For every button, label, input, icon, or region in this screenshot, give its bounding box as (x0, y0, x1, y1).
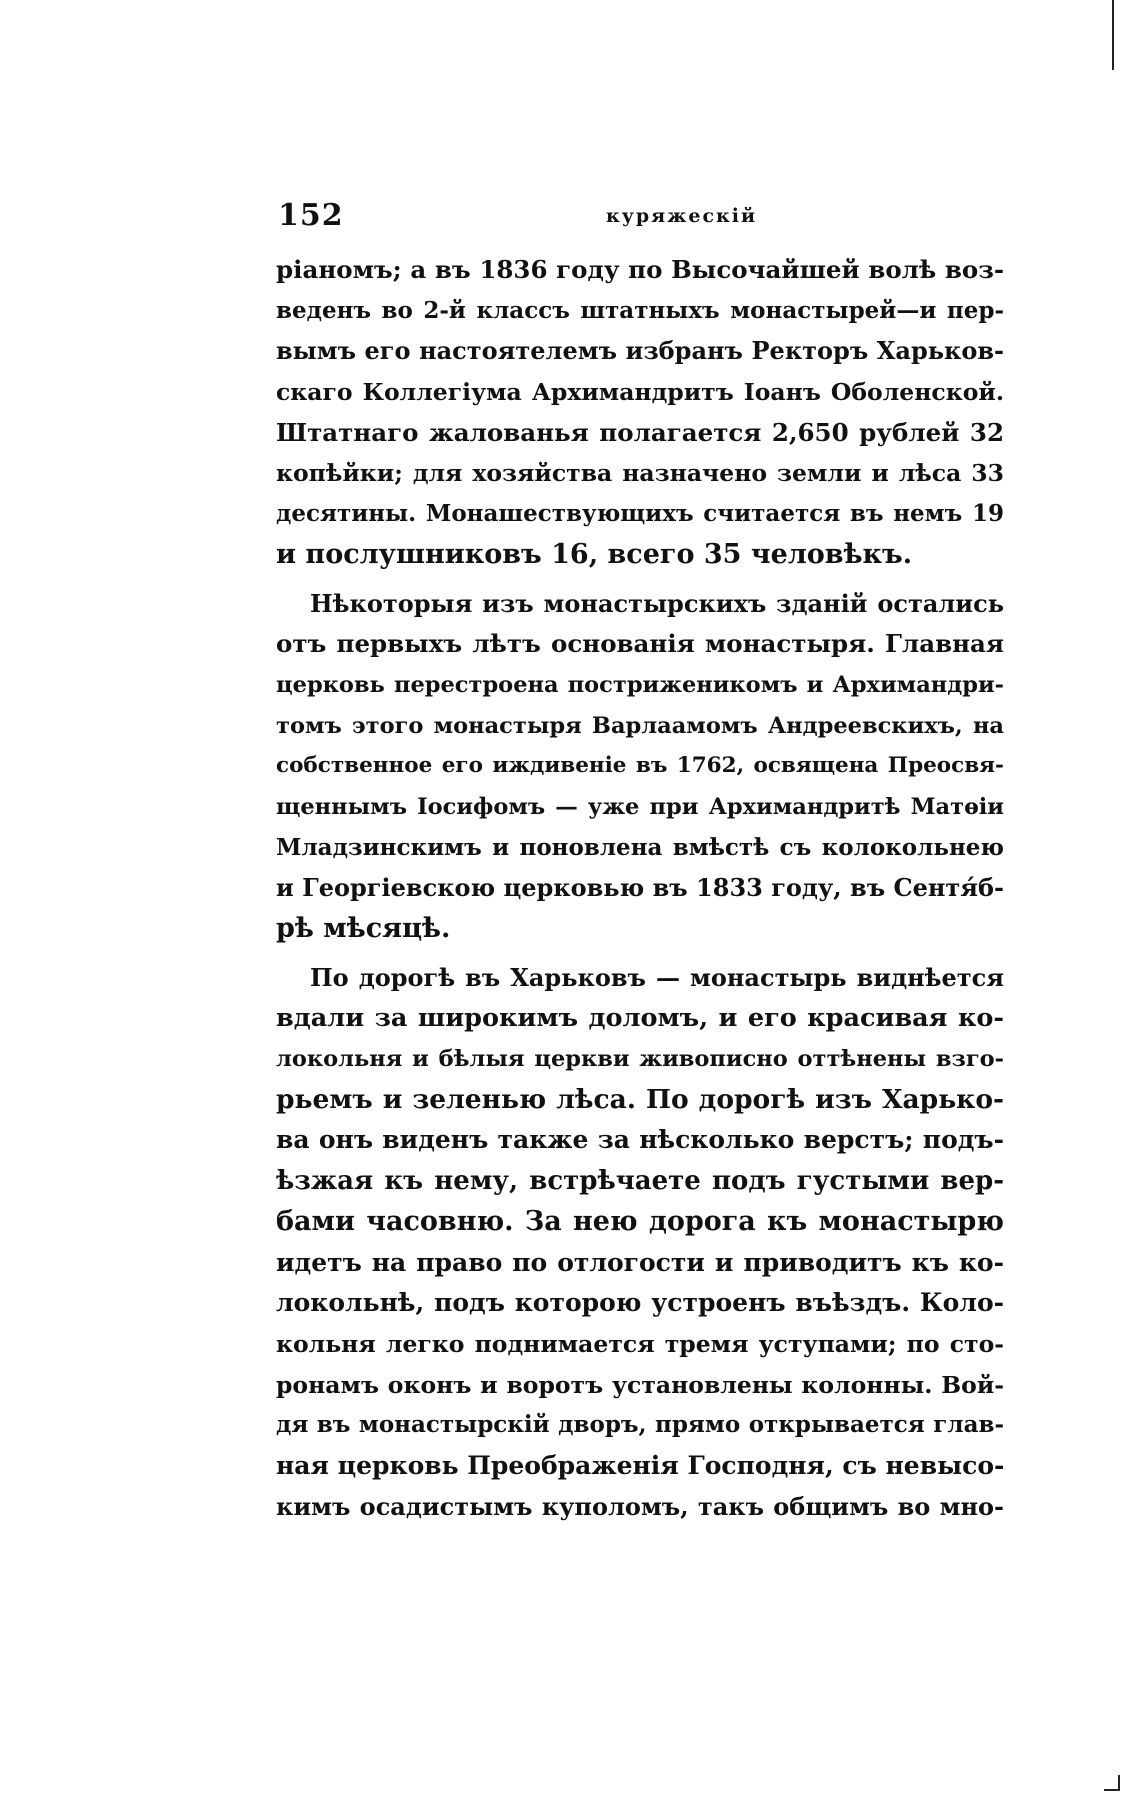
page-edge-line (1112, 0, 1114, 70)
text-line: вымъ его настоятелемъ избранъ Ректоръ Харьков- (276, 336, 1004, 366)
text-line: десятины. Монашествующихъ считается въ немъ 19 (276, 500, 1004, 528)
text-line: и Георгіевскою церковью въ 1833 году, въ Сентя́б- (276, 873, 1004, 903)
text-line: скаго Коллегіума Архимандритъ Іоанъ Оболенской. (276, 378, 1004, 407)
text-line: локольня и бѣлыя церкви живописно оттѣнены взго- (276, 1046, 1004, 1073)
text-line: ронамъ оконъ и воротъ установлены колонны. Вой- (276, 1370, 1004, 1399)
text-line: веденъ во 2-й классъ штатныхъ монастырей—и пер- (276, 296, 1004, 324)
text-line: Штатнаго жалованья полагается 2,650 рублей 32 (276, 417, 1004, 447)
text-line: рьемъ и зеленью лѣса. По дорогѣ изъ Харько- (276, 1083, 1004, 1115)
text-line: кимъ осадистымъ куполомъ, такъ общимъ во мно- (276, 1491, 1004, 1521)
text-line: рѣ мѣсяцѣ. (276, 913, 451, 944)
paragraph-3 (276, 958, 1004, 1528)
text-line: копѣйки; для хозяйства назначено земли и лѣса 33 (276, 459, 1004, 488)
paragraph-1 (276, 250, 1004, 576)
paragraph-gap (276, 950, 1004, 958)
text-line: идетъ на право по отлогости и приводитъ къ ко- (276, 1247, 1004, 1277)
text-line: Младзинскимъ и поновлена вмѣстѣ съ колокольнею (276, 833, 1004, 861)
text-line: ная церковь Преображенія Господня, съ невысо- (276, 1450, 1005, 1480)
paragraph-gap (276, 576, 1004, 584)
text-line: дя въ монастырскій дворъ, прямо открывается глав- (276, 1411, 1004, 1439)
text-line: томъ этого монастыря Варлаамомъ Андреевскихъ, на (276, 712, 1004, 739)
text-line: кольня легко поднимается тремя уступами; по сто- (276, 1329, 1004, 1358)
text-line: локольнѣ, подъ которою устроенъ въѣздъ. Коло- (276, 1288, 1004, 1318)
body-text (276, 250, 1004, 1527)
corner-mark (1104, 1775, 1120, 1791)
text-line: ріаномъ; а въ 1836 году по Высочайшей волѣ воз- (276, 255, 1004, 284)
page-header (278, 198, 998, 238)
text-line: ва онъ виденъ также за нѣсколько верстъ; подъ- (276, 1125, 1004, 1155)
running-title: куряжескій (606, 205, 758, 227)
text-line: ѣзжая къ нему, встрѣчаете подъ густыми вер- (276, 1166, 1004, 1197)
text-line: вдали за широкимъ доломъ, и его красивая ко- (276, 1003, 1004, 1034)
text-line: и послушниковъ 16, всего 35 человѣкъ. (276, 538, 913, 570)
paragraph-2 (276, 584, 1004, 950)
text-line: отъ первыхъ лѣтъ основанія монастыря. Главная (276, 629, 1004, 659)
text-line: Нѣкоторыя изъ монастырскихъ зданій остались (310, 588, 1004, 618)
text-line: церковь перестроена постриженикомъ и Архимандри- (276, 671, 1004, 698)
text-line: собственное его иждивеніе въ 1762, освящена Преосвя- (276, 753, 1004, 779)
page-number: 152 (278, 198, 344, 233)
text-line: щеннымъ Іосифомъ — уже при Архимандритѣ Матѳіи (276, 793, 1004, 820)
text-line: бами часовню. За нею дорога къ монастырю (276, 1205, 1004, 1237)
text-line: По дорогѣ въ Харьковъ — монастырь виднѣется (310, 962, 1004, 992)
